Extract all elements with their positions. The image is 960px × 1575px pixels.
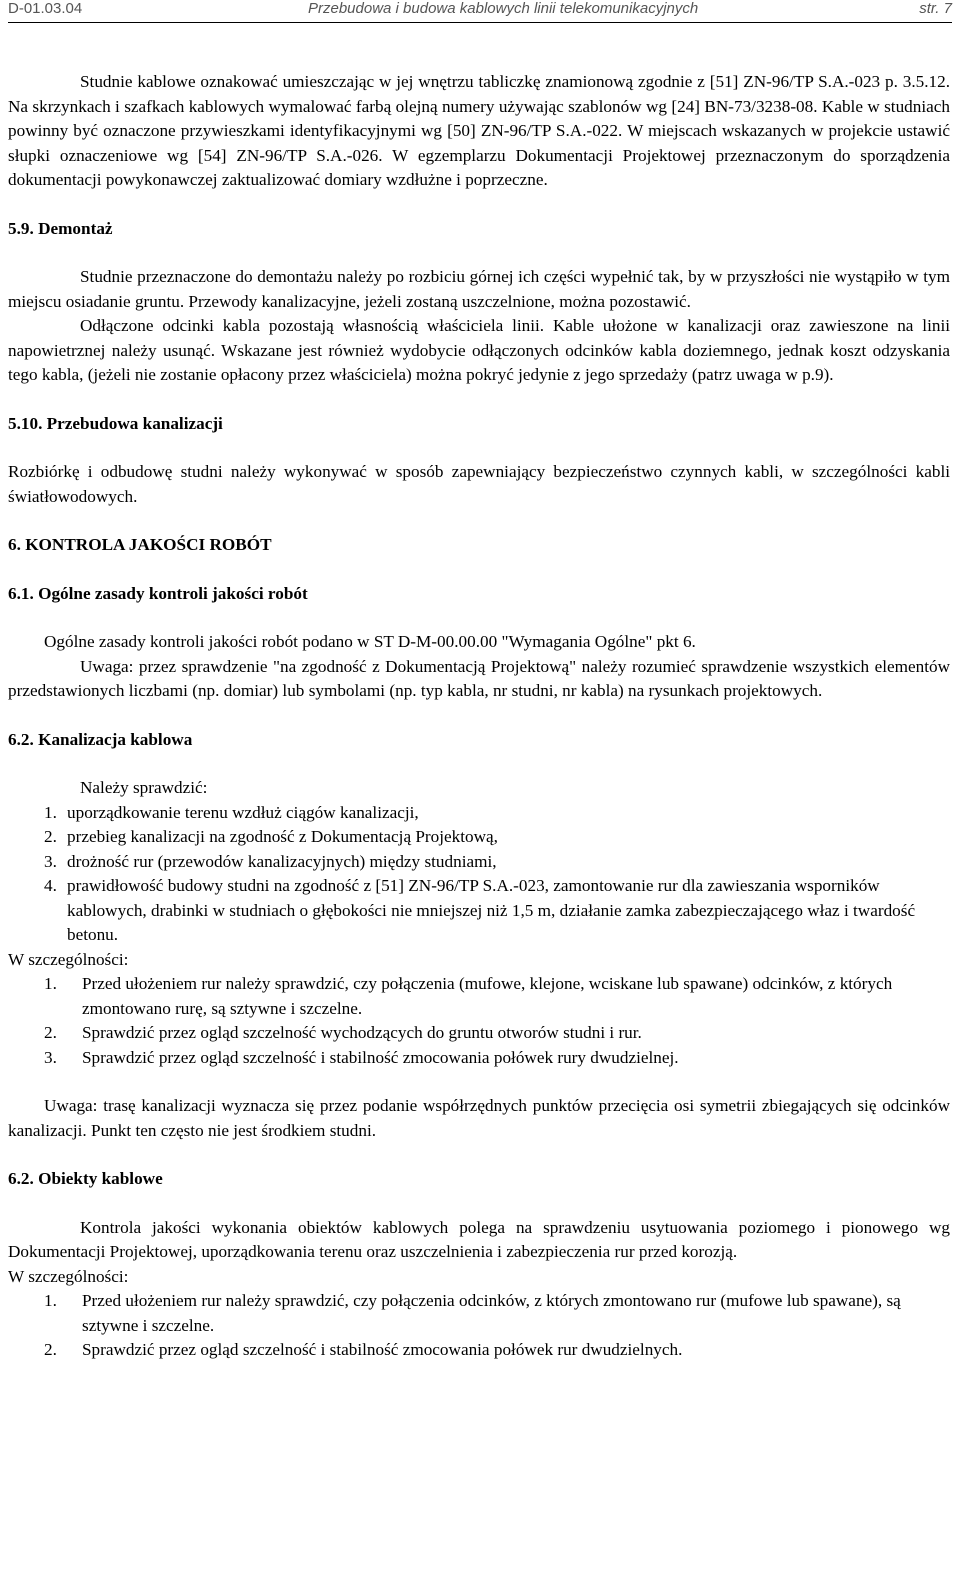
page-header (8, 0, 952, 23)
list-item-number: 2. (44, 1023, 57, 1042)
section-5-10-heading: 5.10. Przebudowa kanalizacji (8, 413, 223, 433)
section-6-1-heading: 6.1. Ogólne zasady kontroli jakości robót (8, 583, 308, 603)
particular-label: W szczególności: (8, 1266, 129, 1286)
list-item (44, 1338, 950, 1363)
list-item-text: Przed ułożeniem rur należy sprawdzić, czy połączenia odcinków, z których zmontowano rur (mufowe lub spawane), są sztywne i szczelne. (82, 1291, 901, 1335)
list-item-text: Sprawdzić przez ogląd szczelność wychodzących do gruntu otworów studni i rur. (82, 1023, 642, 1042)
list-item-text: drożność rur (przewodów kanalizacyjnych) między studniami, (67, 851, 497, 871)
list-item (44, 1021, 950, 1046)
list-item-number: 4. (44, 876, 57, 895)
section-6-2-obiekty-heading: 6.2. Obiekty kablowe (8, 1169, 163, 1188)
document-body (8, 70, 950, 1363)
document-title: Przebudowa i budowa kablowych linii telekomunikacyjnych (308, 0, 699, 17)
list-item (44, 1289, 950, 1338)
list-item (44, 874, 950, 948)
section-5-9-heading: 5.9. Demontaż (8, 218, 113, 238)
page-number: str. 7 (919, 0, 952, 17)
route-note: Uwaga: trasę kanalizacji wyznacza się przez podanie współrzędnych punktów przecięcia osi symetrii zbiegających się odcinków kanalizacji. Punkt ten często nie jest środkiem studni. (8, 1096, 950, 1140)
list-item-number: 2. (44, 827, 57, 846)
list-item-text: Sprawdzić przez ogląd szczelność i stabilność zmocowania połówek rury dwudzielnej. (82, 1047, 679, 1067)
list-item (44, 1046, 950, 1071)
list-item-number: 1. (44, 974, 57, 993)
section-5-10-paragraph: Rozbiórkę i odbudowę studni należy wykonywać w sposób zapewniający bezpieczeństwo czynnych kabli, w szczególności kabli światłowodowych. (8, 462, 950, 506)
list-item (44, 972, 950, 1021)
section-6-2-kanalizacja-heading: 6.2. Kanalizacja kablowa (8, 729, 193, 749)
list-item (44, 825, 950, 850)
list-item-text: prawidłowość budowy studni na zgodność z [51] ZN-96/TP S.A.-023, zamontowanie rur dla zawieszania wsporników kablowych, drabinki w studniach o głębokości nie mniejszej niż 1,5 m, działanie zamka zabezpieczającego właz i twardość betonu. (67, 876, 916, 944)
section-6-1-paragraph-2: Uwaga: przez sprawdzenie "na zgodność z Dokumentacją Projektową" należy rozumieć sprawdzenie wszystkich elementów przedstawionych liczbami (np. domiar) lub symbolami (np. typ kabla, nr studni, nr kabla) na rysunkach projektowych. (8, 656, 950, 700)
document-code: D-01.03.04 (8, 0, 83, 17)
list-item-number: 3. (44, 851, 57, 871)
section-6-heading: 6. KONTROLA JAKOŚCI ROBÓT (8, 535, 272, 554)
list-item (44, 850, 950, 875)
intro-paragraph: Studnie kablowe oznakować umieszczając w jej wnętrzu tabliczkę znamionową zgodnie z [51] ZN-96/TP S.A.-023 p. 3.5.12. Na skrzynkach i szafkach kablowych wymalować farbą olejną numery używając szablonów wg [24] BN-73/3238-08. Kable w studniach powinny być oznaczone przywieszkami identyfikacyjnymi wg [50] ZN-96/TP S.A.-022. W miejscach wskazanych w projekcie ustawić słupki oznaczeniowe wg [54] ZN-96/TP S.A.-026. W egzemplarzu Dokumentacji Projektowej przeznaczonym do sporządzenia dokumentacji powykonawczej zaktualizować domiary wzdłużne i poprzeczne. (8, 72, 950, 189)
section-6-1-paragraph-1: Ogólne zasady kontroli jakości robót podano w ST D-M-00.00.00 "Wymagania Ogólne" pkt 6. (44, 632, 696, 651)
list-item-number: 1. (44, 802, 57, 822)
section-5-9-paragraph-1: Studnie przeznaczone do demontażu należy po rozbiciu górnej ich części wypełnić tak, by w przyszłości nie wystąpiło w tym miejscu osiadanie gruntu. Przewody kanalizacyjne, jeżeli zostaną uszczelnione, można pozostawić. (8, 267, 950, 311)
check-intro: Należy sprawdzić: (80, 778, 208, 797)
list-item-number: 1. (44, 1291, 57, 1310)
particular-label: W szczególności: (8, 949, 129, 969)
list-item-text: Przed ułożeniem rur należy sprawdzić, czy połączenia (mufowe, klejone, wciskane lub spawane) odcinków, z których zmontowano rurę, są sztywne i szczelne. (82, 974, 893, 1018)
list-item-number: 3. (44, 1047, 57, 1067)
section-6-2-obiekty-paragraph: Kontrola jakości wykonania obiektów kablowych polega na sprawdzeniu usytuowania poziomego i pionowego wg Dokumentacji Projektowej, uporządkowania terenu oraz uszczelnienia i zabezpieczenia rur przed korozją. (8, 1217, 950, 1261)
list-item-text: przebieg kanalizacji na zgodność z Dokumentacją Projektową, (67, 827, 498, 846)
check-list (8, 801, 950, 948)
list-item (44, 801, 950, 826)
list-item-text: uporządkowanie terenu wzdłuż ciągów kanalizacji, (67, 802, 419, 822)
particular-list (8, 972, 950, 1070)
list-item-text: Sprawdzić przez ogląd szczelność i stabilność zmocowania połówek rur dwudzielnych. (82, 1340, 683, 1359)
particular-list (8, 1289, 950, 1363)
list-item-number: 2. (44, 1340, 57, 1359)
section-5-9-paragraph-2: Odłączone odcinki kabla pozostają własnością właściciela linii. Kable ułożone w kanalizacji oraz zawieszone na linii napowietrznej należy usunąć. Wskazane jest również wydobycie odłączonych odcinków kabla doziemnego, jednak koszt odzyskania tego kabla, (jeżeli nie zostanie opłacony przez właściciela) można pokryć jedynie z jego sprzedaży (patrz uwaga w p.9). (8, 316, 950, 384)
